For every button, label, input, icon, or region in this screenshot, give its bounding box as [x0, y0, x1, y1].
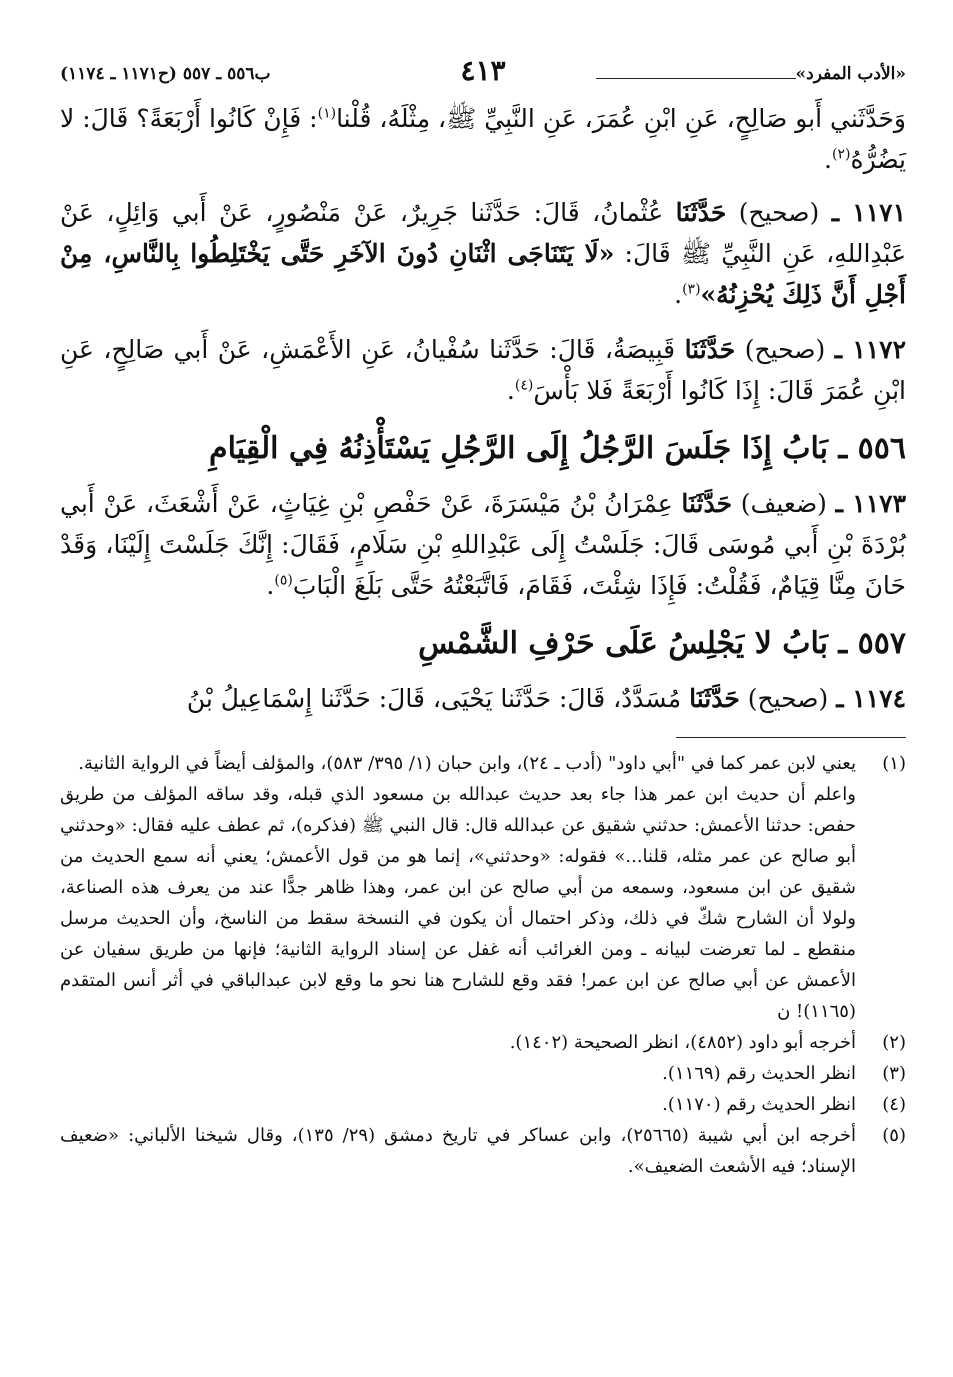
footnotes	[60, 748, 906, 1182]
footnote-ref: (٢)	[832, 146, 851, 163]
footnote-ref: (٤)	[514, 377, 534, 394]
hadith-number: ١١٧٤ ـ	[836, 684, 906, 713]
footnote-4	[60, 1089, 906, 1120]
chapter-hadith-range: ب٥٥٦ ـ ٥٥٧ (ح١١٧١ ـ ١١٧٤)	[60, 64, 271, 84]
hadith-1174	[60, 678, 906, 719]
hadith-text: مُسَدَّدٌ، قَالَ: حَدَّثَنا يَحْيَى، قَالَ: حَدَّثَنا إِسْمَاعِيلُ بْنُ	[186, 684, 682, 713]
footnote-3	[60, 1058, 906, 1089]
footnote-2	[60, 1027, 906, 1058]
running-header	[60, 52, 906, 98]
hadith-grade: (صحيح)	[747, 684, 829, 713]
footnote-text: انظر الحديث رقم (١١٦٩).	[662, 1063, 856, 1084]
narration-keyword: حَدَّثَنَا	[684, 335, 736, 364]
footnote-1-continuation: واعلم أن حديث ابن عمر هذا جاء بعد حديث عبدالله بن مسعود الذي قبله، وقد ساقه المؤلف من طريق حفص: حدثنا الأعمش: حدثني شقيق عن عبدالله قال: قال النبي ﷺ (فذكره)، ثم عطف عليه فقال: «وحدثني أبو صالح عن عمر مثله، قلنا...» فقوله: «وحدثني»، إنما هو من قول الأعمش؛ يعني أنه سمع الحديث من شقيق عن ابن مسعود، وسمعه من أبي صالح عن ابن عمر، وهذا ظاهر جدًّا عند من يعرف هذه الصناعة، ولولا أن الشارح شكّ في ذلك، وذكر احتمال أن يكون في النسخة سقط من الناسخ، وأن الحديث مرسل منقطع ـ لما تعرضت لبيانه ـ ومن الغرائب أنه غفل عن إسناد الرواية الثانية؛ فإنها من طريق سفيان عن الأعمش عن أبي صالح عن ابن عمر! فقد وقع للشارح هنا نحو ما وقع لابن عبدالباقي في أثر أنس المتقدم (١١٦٥)! ن	[60, 784, 856, 1022]
chapter-heading-557: ٥٥٧ ـ بَابُ لا يَجْلِسُ عَلَى حَرْفِ الشَّمْسِ	[418, 626, 906, 661]
book-title: «الأدب المفرد»	[795, 64, 906, 84]
footnote-text: أخرجه أبو داود (٤٨٥٢)، انظر الصحيحة (١٤٠٢).	[509, 1032, 856, 1053]
page-number: ٤١٣	[460, 54, 506, 87]
footnote-mark: (٥)	[882, 1125, 906, 1146]
footnote-separator	[676, 737, 906, 738]
continuation-paragraph: وَحَدَّثَني أَبو صَالِحٍ، عَنِ ابْنِ عُمَرَ، عَنِ النَّبِيِّ ﷺ، مِثْلَهُ، قُلْنا$^{(١)}$: فَإِنْ كَانُوا أَرْبَعَةً؟ قَالَ: لا يَضُرُّهُ$^{(٢)}$.	[60, 104, 906, 174]
footnote-text: أخرجه ابن أبي شيبة (٢٥٦٦٥)، وابن عساكر في تاريخ دمشق (٢٩/ ١٣٥)، وقال شيخنا الألباني: «ضعيف الإسناد؛ فيه الأشعث الضعيف».	[60, 1125, 856, 1177]
hadith-1171: ١١٧١ ـ (صحيح) حَدَّثَنَا عُثْمانُ، قَالَ: حَدَّثَنا جَرِيرٌ، عَنْ مَنْصُورٍ، عَنْ أَبي وَائِلٍ، عَنْ عَبْدِاللهِ، عَنِ النَّبِيِّ ﷺ قَالَ: «لَا يَتَنَاجَى اثْنَانِ دُونَ الآخَرِ حَتَّى يَخْتَلِطُوا بِالنَّاسِ، مِنْ أَجْلِ أَنَّ ذَلِكَ يُحْزِنُهُ»$^{(٣)}$.	[60, 198, 906, 309]
hadith-1173: ١١٧٣ ـ (ضعيف) حَدَّثَنَا عِمْرَانُ بْنُ مَيْسَرَةَ، عَنْ حَفْصِ بْنِ غِيَاثٍ، عَنْ أَشْعَثَ، عَنْ أَبي بُرْدَةَ بْنِ أَبي مُوسَى قَالَ: جَلَسْتُ إِلَى عَبْدِاللهِ بْنِ سَلَامٍ، فَقَالَ: إِنَّكَ جَلَسْتَ إِلَيْنَا، وَقَدْ حَانَ مِنَّا قِيَامٌ، فَقُلْتُ: فَإِذَا شِئْتَ، فَقَامَ، فَاتَّبَعْتُهُ حَتَّى بَلَغَ الْبَابَ$^{(٥)}$.	[60, 489, 906, 600]
hadith-grade: (ضعيف)	[740, 489, 827, 518]
footnote-ref: (٥)	[274, 572, 293, 589]
hadith-text: عِمْرَانُ بْنُ مَيْسَرَةَ، عَنْ حَفْصِ بْنِ غِيَاثٍ، عَنْ أَشْعَثَ، عَنْ أَبي بُرْدَةَ بْنِ أَبي مُوسَى قَالَ: جَلَسْتُ إِلَى عَبْدِاللهِ بْنِ سَلَامٍ، فَقَالَ: إِنَّكَ جَلَسْتَ إِلَيْنَا، وَقَدْ حَانَ مِنَّا قِيَامٌ، فَقُلْتُ: فَإِذَا شِئْتَ، فَقَامَ، فَاتَّبَعْتُهُ حَتَّى بَلَغَ الْبَابَ	[60, 489, 906, 600]
header-rule	[596, 78, 796, 79]
footnote-mark: (٢)	[882, 1032, 906, 1053]
footnote-5	[60, 1120, 906, 1182]
footnote-text: انظر الحديث رقم (١١٧٠).	[662, 1094, 856, 1115]
hadith-text: قَبِيصَةُ، قَالَ: حَدَّثَنا سُفْيانُ، عَنِ الأَعْمَشِ، عَنْ أَبي صَالِحٍ، عَنِ ابْنِ عُمَرَ قَالَ: إِذَا كَانُوا أَرْبَعَةً فَلا بَأْسَ	[60, 335, 906, 405]
hadith-grade: (صحيح)	[738, 198, 820, 227]
intro-rest: : فَإِنْ كَانُوا أَرْبَعَةً؟ قَالَ: لا يَضُرُّهُ	[60, 104, 906, 174]
footnote-mark: (٤)	[882, 1094, 906, 1115]
footnote-ref: (٣)	[682, 281, 701, 298]
isnad-text: عُثْمانُ، قَالَ: حَدَّثَنا جَرِيرٌ، عَنْ مَنْصُورٍ، عَنْ أَبي وَائِلٍ، عَنْ عَبْدِاللهِ، عَنِ النَّبِيِّ ﷺ قَالَ:	[60, 198, 906, 268]
book-page	[60, 52, 906, 1352]
matn-text: «لَا يَتَنَاجَى اثْنَانِ دُونَ الآخَرِ حَتَّى يَخْتَلِطُوا بِالنَّاسِ، مِنْ أَجْلِ أَنَّ ذَلِكَ يُحْزِنُهُ»	[60, 239, 906, 309]
intro-text: وَحَدَّثَني أَبو صَالِحٍ، عَنِ ابْنِ عُمَرَ، عَنِ النَّبِيِّ ﷺ، مِثْلَهُ، قُلْنا	[336, 104, 906, 133]
main-text	[60, 98, 906, 719]
narration-keyword: حَدَّثَنَا	[689, 684, 740, 713]
hadith-grade: (صحيح)	[744, 335, 826, 364]
footnote-text: يعني لابن عمر كما في "أبي داود" (أدب ـ ٢٤)، وابن حبان (١/ ٣٩٥/ ٥٨٣)، والمؤلف أيضاً في الرواية الثانية.	[78, 753, 856, 774]
hadith-number: ١١٧٢ ـ	[834, 335, 907, 364]
footnote-mark: (٣)	[882, 1063, 906, 1084]
footnote-mark: (١)	[882, 753, 906, 774]
hadith-number: ١١٧٣ ـ	[835, 489, 906, 518]
hadith-1172: ١١٧٢ ـ (صحيح) حَدَّثَنَا قَبِيصَةُ، قَالَ: حَدَّثَنا سُفْيانُ، عَنِ الأَعْمَشِ، عَنْ أَبي صَالِحٍ، عَنِ ابْنِ عُمَرَ قَالَ: إِذَا كَانُوا أَرْبَعَةً فَلا بَأْسَ$^{(٤)}$.	[60, 335, 907, 405]
chapter-heading-556: ٥٥٦ ـ بَابُ إِذَا جَلَسَ الرَّجُلُ إِلَى الرَّجُلِ يَسْتَأْذِنُهُ فِي الْقِيَامِ	[209, 431, 906, 466]
narration-keyword: حَدَّثَنَا	[681, 489, 733, 518]
hadith-number: ١١٧١ ـ	[831, 198, 906, 227]
footnote-1	[60, 748, 906, 779]
narration-keyword: حَدَّثَنَا	[675, 198, 727, 227]
footnote-ref: (١)	[317, 105, 337, 122]
